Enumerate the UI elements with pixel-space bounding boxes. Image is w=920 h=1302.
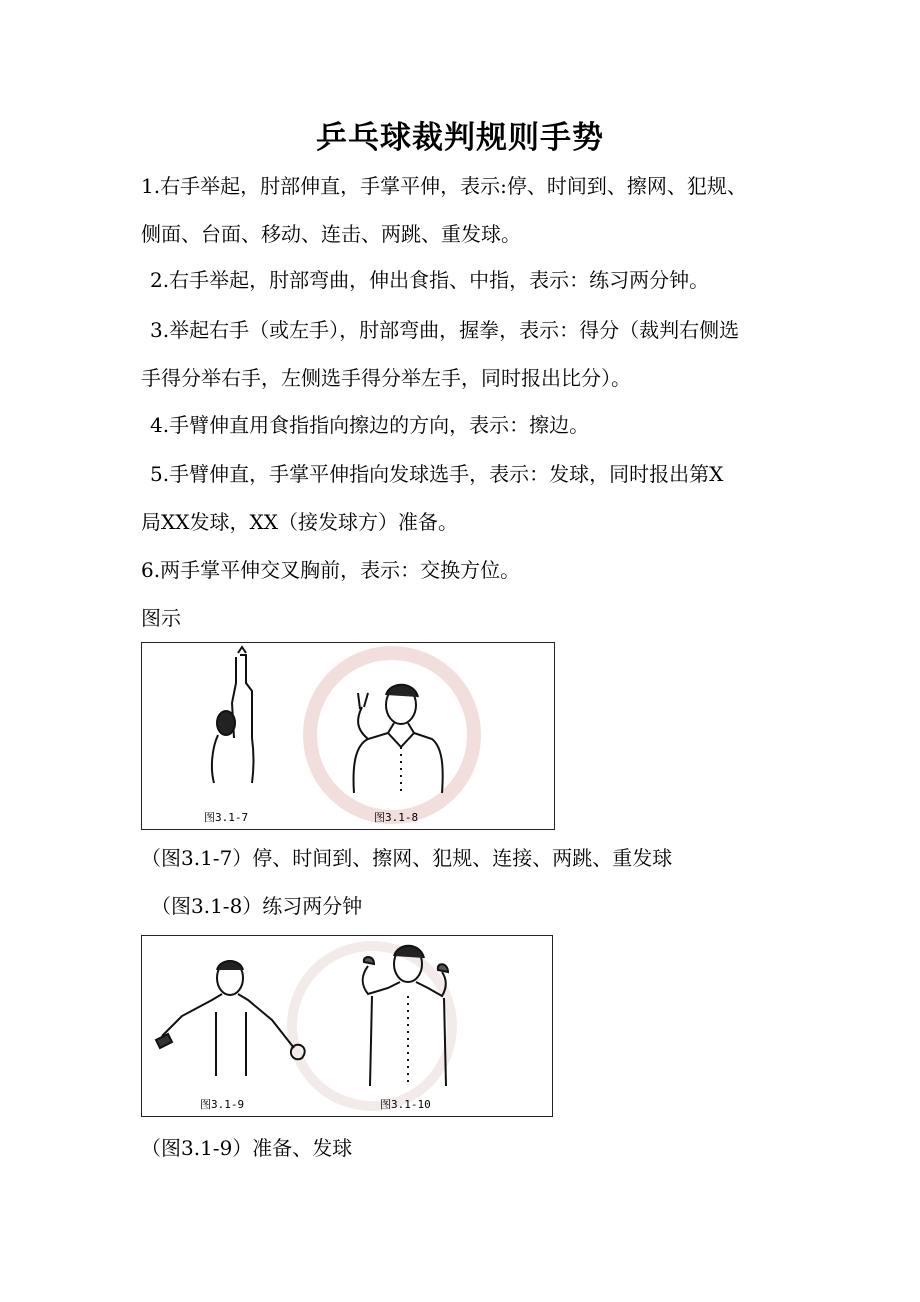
referee-arms-extended-figure [156, 961, 305, 1076]
caption-3-1-7: （图3.1-7）停、时间到、擦网、犯规、连接、两跳、重发球 [141, 846, 673, 870]
caption-3-1-8: （图3.1-8）练习两分钟 [151, 894, 363, 918]
figure-3-1-7-and-8 [141, 642, 555, 830]
figure-label-3-1-10: 图3.1-10 [380, 1098, 431, 1111]
figure-3-1-9-and-10 [141, 935, 553, 1117]
rule-3-line-2: 手得分举右手，左侧选手得分举左手，同时报出比分）。 [141, 366, 631, 390]
figure-label-3-1-7: 图3.1-7 [204, 811, 249, 824]
caption-3-1-9: （图3.1-9）准备、发球 [141, 1136, 353, 1160]
rule-2-line-1: 2.右手举起，肘部弯曲，伸出食指、中指，表示：练习两分钟。 [150, 268, 710, 292]
referee-raised-arm-figure [212, 647, 254, 783]
referee-fists-raised-figure [363, 946, 448, 1086]
figure-label-3-1-9: 图3.1-9 [200, 1098, 245, 1111]
figure-label-3-1-8: 图3.1-8 [374, 811, 419, 824]
rule-1-line-2: 侧面、台面、移动、连击、两跳、重发球。 [141, 222, 521, 246]
rule-5-line-2: 局XX发球，XX（接发球方）准备。 [141, 510, 458, 534]
rule-6-line-1: 6.两手掌平伸交叉胸前，表示：交换方位。 [141, 558, 521, 582]
rule-4-line-1: 4.手臂伸直用食指指向擦边的方向，表示：擦边。 [150, 413, 590, 437]
rule-5-line-1: 5.手臂伸直，手掌平伸指向发球选手，表示：发球，同时报出第X [150, 462, 724, 486]
referee-two-fingers-figure [354, 685, 443, 793]
rule-3-line-1: 3.举起右手（或左手），肘部弯曲，握拳，表示：得分（裁判右侧选 [150, 318, 740, 342]
watermark-emblem [310, 653, 474, 817]
page-title: 乒乓球裁判规则手势 [316, 120, 604, 156]
figures-heading: 图示 [141, 606, 181, 630]
rule-1-line-1: 1.右手举起，肘部伸直，手掌平伸，表示:停、时间到、擦网、犯规、 [141, 174, 747, 198]
figure-2-illustration [142, 936, 552, 1116]
figure-1-illustration [142, 643, 554, 829]
